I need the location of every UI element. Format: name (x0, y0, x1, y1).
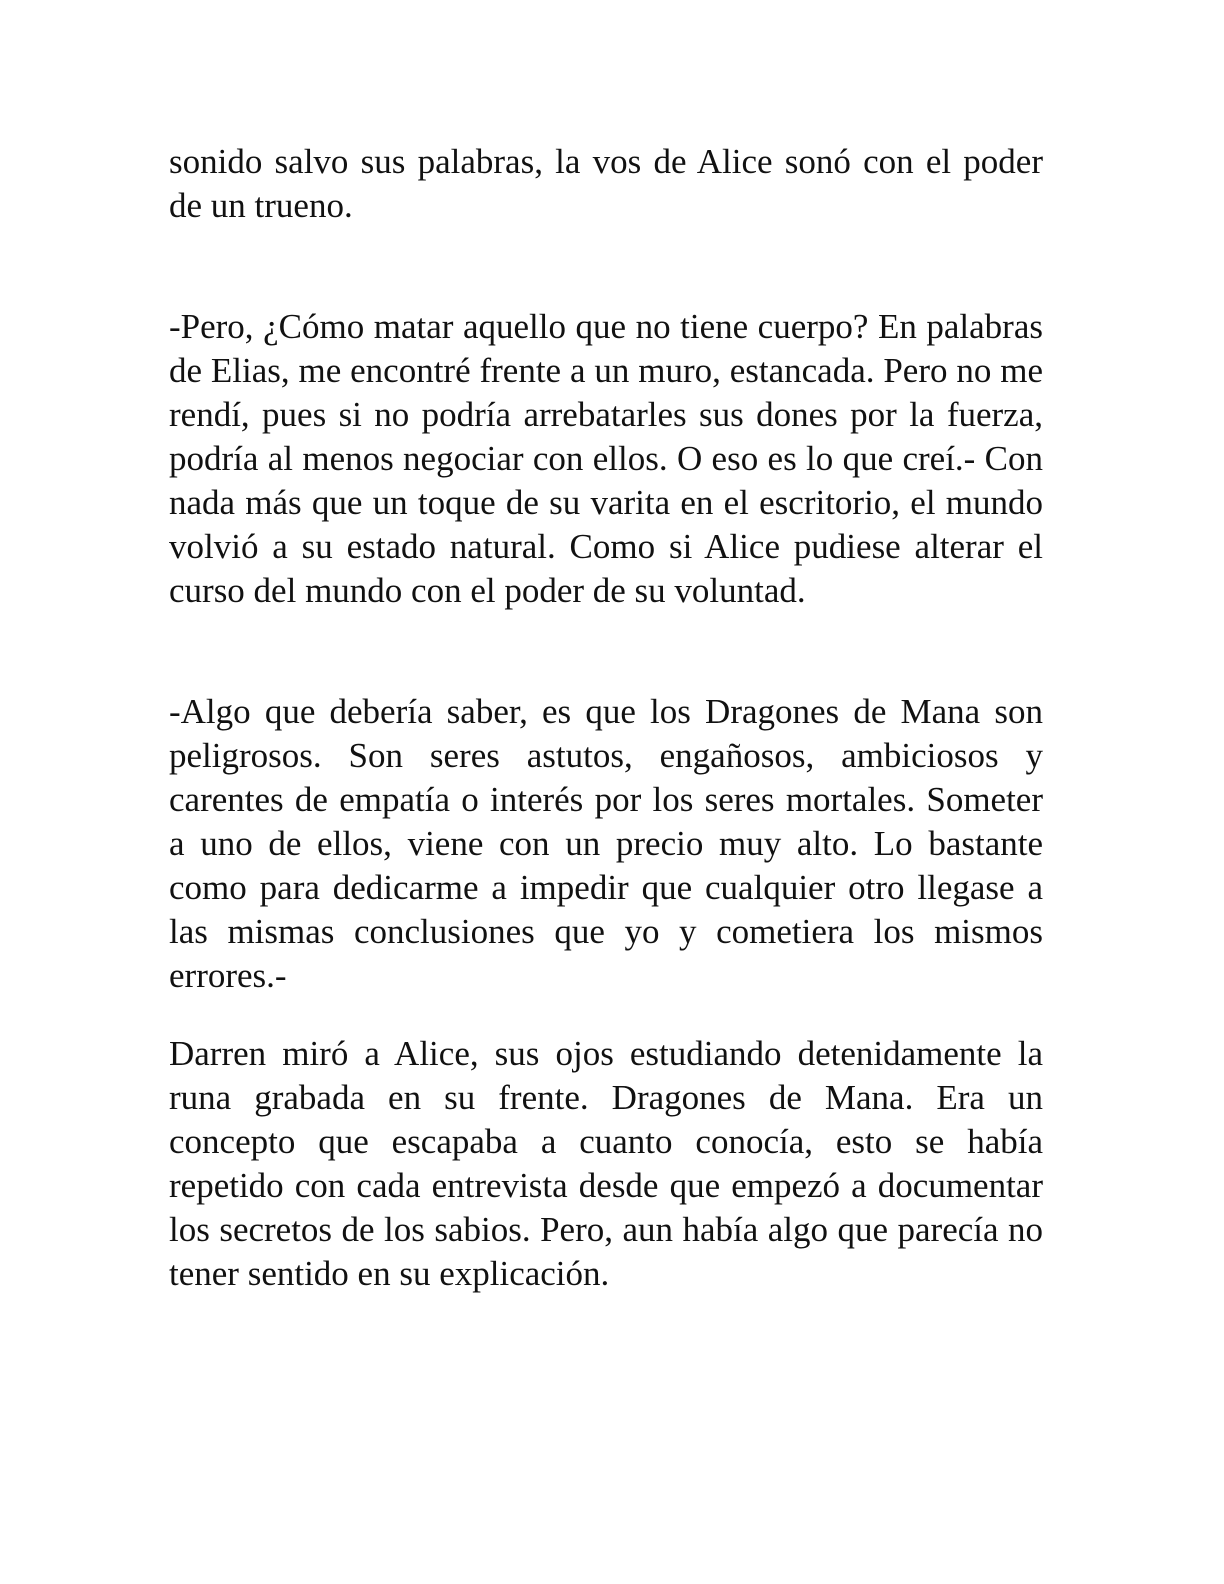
paragraph-4: Darren miró a Alice, sus ojos estudiando detenidamente la runa grabada en su frente. Dragones de Mana. Era un concepto que escapaba a cuanto conocía, esto se había repetido con cada entrevista desde que empezó a documentar los secretos de los sabios. Pero, aun había algo que parecía no tener sentido en su explicación. (169, 1034, 1043, 1293)
paragraph-2: -Pero, ¿Cómo matar aquello que no tiene cuerpo? En palabras de Elias, me encontré frente a un muro, estancada. Pero no me rendí, pues si no podría arrebatarles sus dones por la fuerza, podría al menos negociar con ellos. O eso es lo que creí.- Con nada más que un toque de su varita en el escritorio, el mundo volvió a su estado natural. Como si Alice pudiese alterar el curso del mundo con el poder de su voluntad. (169, 307, 1043, 610)
paragraph-3: -Algo que debería saber, es que los Dragones de Mana son peligrosos. Son seres astutos, engañosos, ambiciosos y carentes de empatía o interés por los seres mortales. Someter a uno de ellos, viene con un precio muy alto. Lo bastante como para dedicarme a impedir que cualquier otro llegase a las mismas conclusiones que yo y cometiera los mismos errores.- (169, 692, 1043, 995)
paragraph-1: sonido salvo sus palabras, la vos de Alice sonó con el poder de un trueno. (169, 142, 1043, 225)
